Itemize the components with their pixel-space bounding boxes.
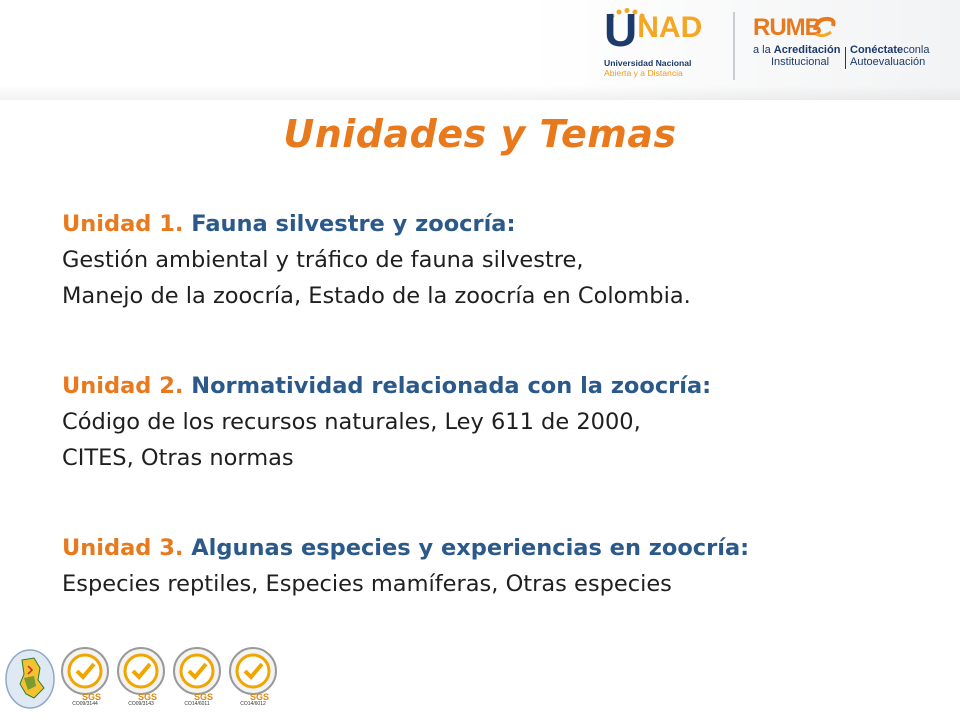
rumbo-wordmark: RUMB xyxy=(753,14,821,41)
rumbo-subtitle xyxy=(753,44,840,68)
sgs-cert-badge xyxy=(58,646,112,718)
rumbo-tagline xyxy=(850,44,929,68)
unit-block-1 xyxy=(62,206,942,314)
unit-name: Normatividad relacionada con la zoocría: xyxy=(183,373,712,399)
sgs-label: SGS xyxy=(82,692,102,702)
unit-name: Fauna silvestre y zoocría: xyxy=(183,211,516,237)
unit-topic-line: Manejo de la zoocría, Estado de la zoocría en Colombia. xyxy=(62,283,691,309)
cert-code: CO14/6011 xyxy=(184,701,210,707)
unad-name-line1: Universidad Nacional xyxy=(604,58,692,68)
rumbo-sub-inst: Institucional xyxy=(771,56,830,68)
unit-heading xyxy=(62,368,942,404)
unit-heading xyxy=(62,206,942,242)
sgs-label: SGS xyxy=(250,692,270,702)
rumbo-tagline-bold: Conéctate xyxy=(850,44,904,56)
unit-topic-line: CITES, Otras normas xyxy=(62,445,294,471)
unad-full-name xyxy=(604,58,714,78)
unit-topic-line: Especies reptiles, Especies mamíferas, Otras especies xyxy=(62,571,672,597)
sgs-cert-badge xyxy=(170,646,224,718)
colombia-map-seal-icon xyxy=(4,648,56,710)
rumbo-tagline-rest: conla xyxy=(903,44,930,56)
cert-code: CO09/3144 xyxy=(72,701,98,707)
cert-code: CO14/6012 xyxy=(240,701,266,707)
certification-footer xyxy=(0,640,290,720)
cert-code: CO09/3143 xyxy=(128,701,154,707)
check-seal-icon xyxy=(172,646,222,696)
sgs-cert-badge xyxy=(226,646,280,718)
rumbo-sub-prefix: a la xyxy=(753,44,774,56)
check-seal-icon xyxy=(116,646,166,696)
unit-number: Unidad 3. xyxy=(62,535,184,561)
sgs-label: SGS xyxy=(194,692,214,702)
unit-topic-line: Gestión ambiental y tráfico de fauna silvestre, xyxy=(62,247,584,273)
unit-number: Unidad 2. xyxy=(62,373,184,399)
rumbo-tagline-line2: Autoevaluación xyxy=(850,56,926,68)
unit-topic-line: Código de los recursos naturales, Ley 611 de 2000, xyxy=(62,409,641,435)
unad-logo xyxy=(604,6,714,86)
check-seal-icon xyxy=(228,646,278,696)
unit-block-3 xyxy=(62,530,942,602)
slide-title: Unidades y Temas xyxy=(283,112,677,156)
header-divider xyxy=(733,12,735,80)
unit-block-2 xyxy=(62,368,942,476)
unit-number: Unidad 1. xyxy=(62,211,184,237)
unad-name-line2: Abierta y a Distancia xyxy=(604,68,683,78)
sgs-cert-badge xyxy=(114,646,168,718)
unit-name: Algunas especies y experiencias en zoocría: xyxy=(183,535,750,561)
rumbo-sub-bold: Acreditación xyxy=(773,44,841,56)
check-seal-icon xyxy=(60,646,110,696)
unad-mark-u: U xyxy=(604,4,638,56)
unad-wordmark xyxy=(604,6,714,54)
rumbo-logo xyxy=(753,14,953,78)
sgs-label: SGS xyxy=(138,692,158,702)
header-shadow-band xyxy=(0,86,960,100)
rumbo-swirl-icon xyxy=(811,14,837,40)
unad-mark-nad: NAD xyxy=(637,11,703,44)
unit-heading xyxy=(62,530,942,566)
rumbo-separator xyxy=(845,47,846,69)
